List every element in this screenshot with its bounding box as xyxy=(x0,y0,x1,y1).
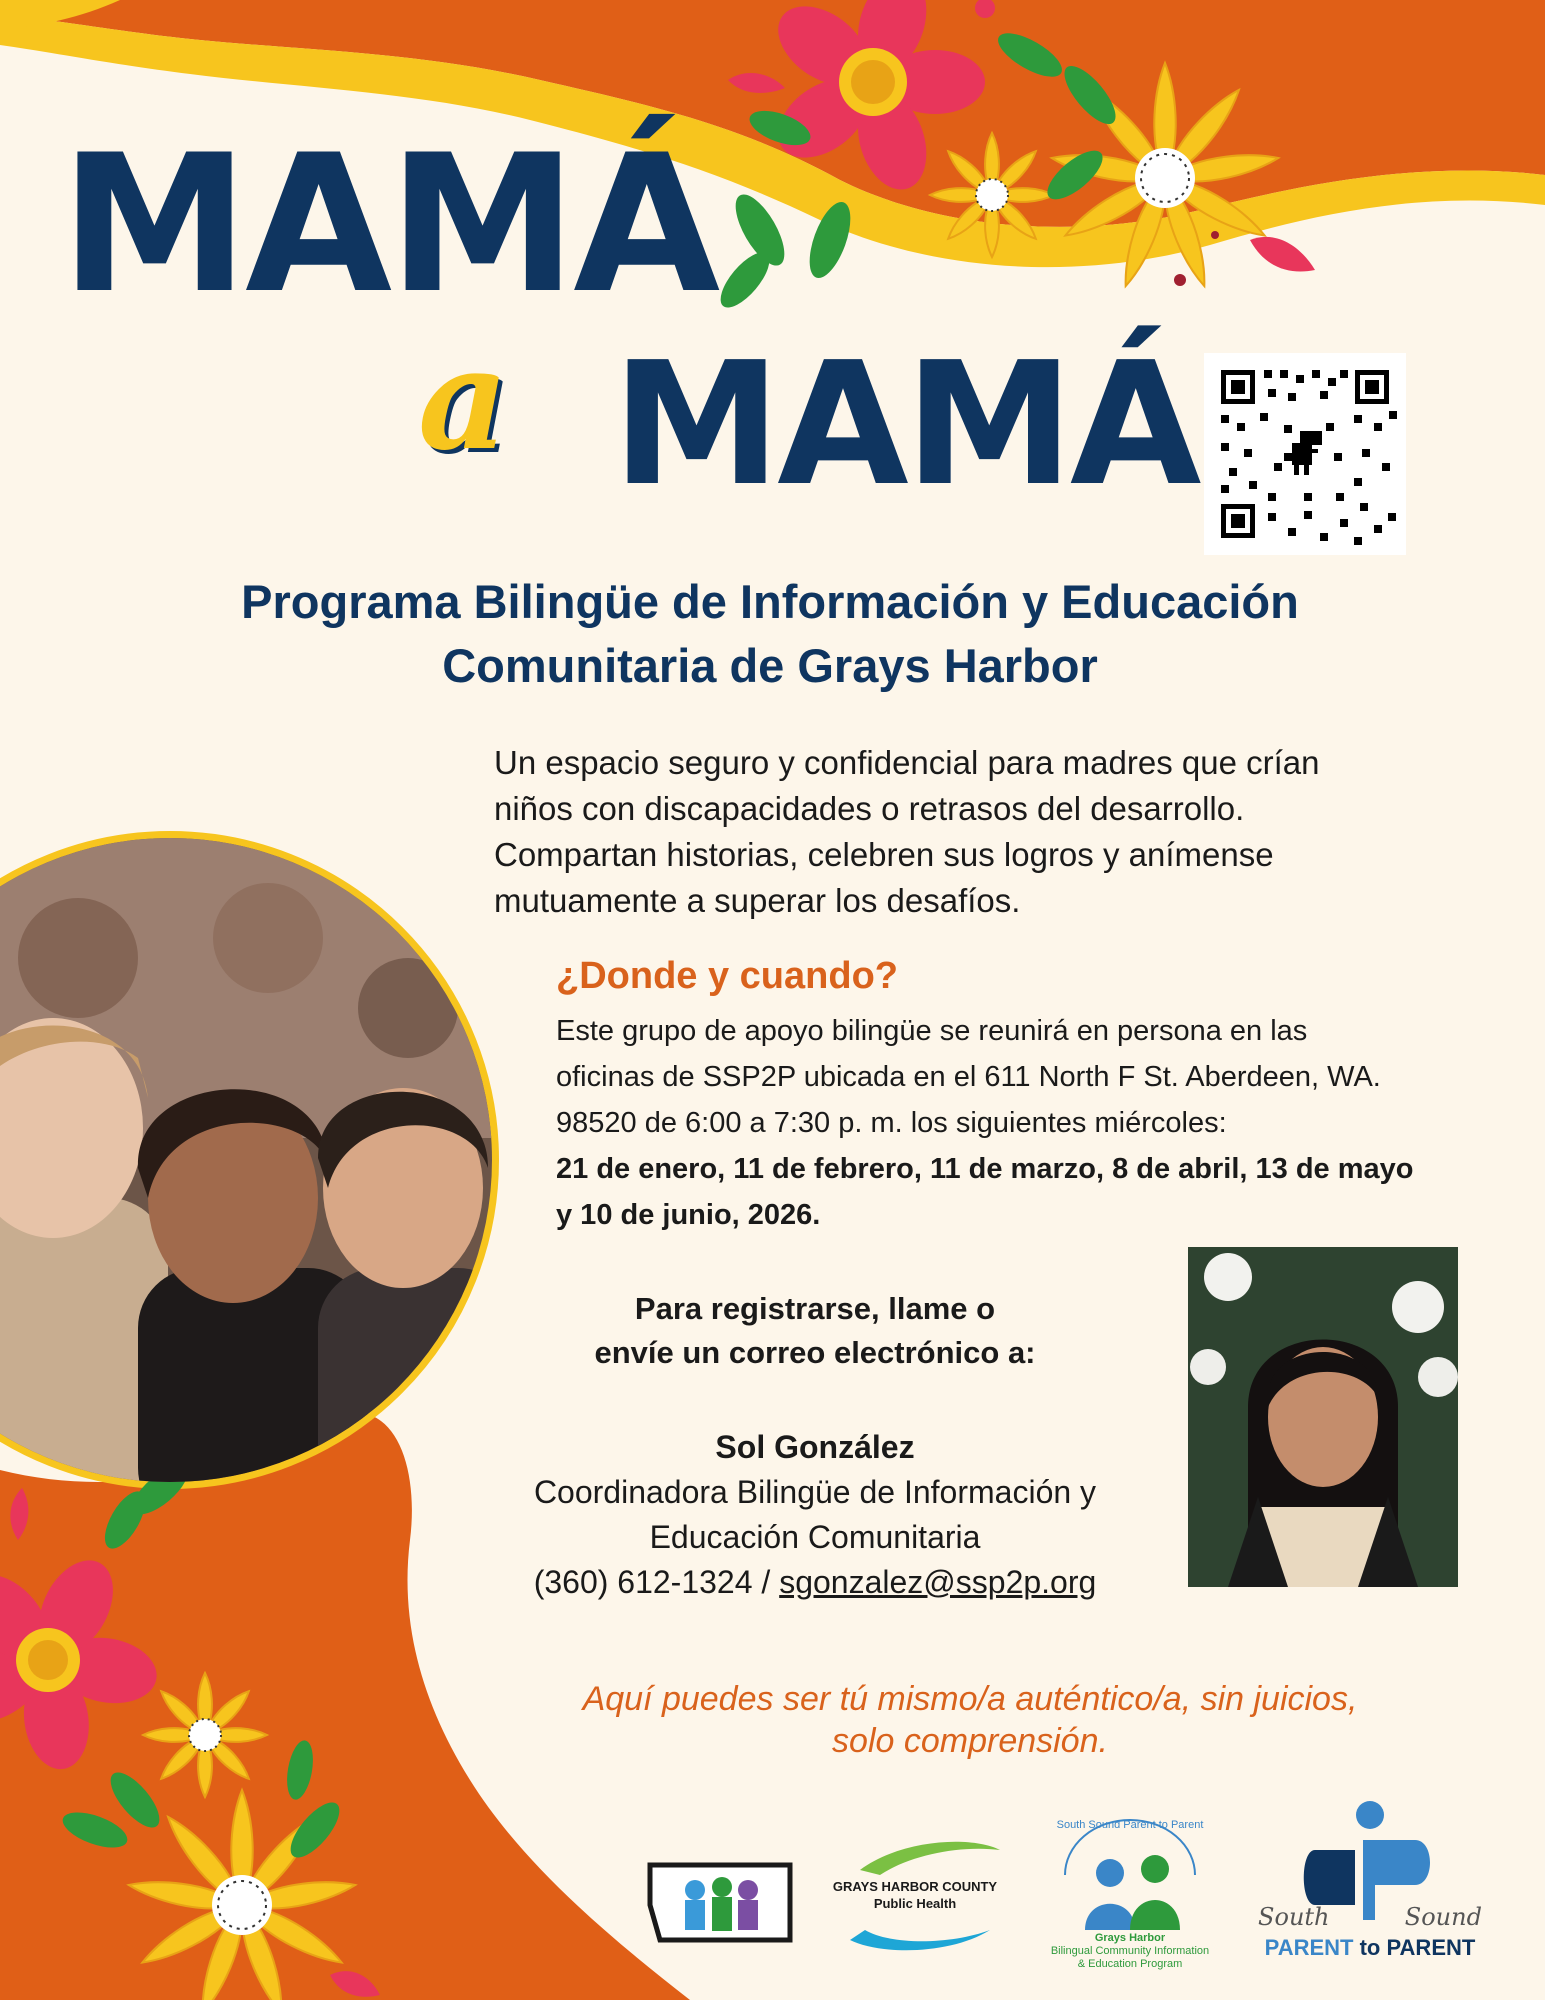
intro-line-3: Compartan historias, celebren sus logros y anímense xyxy=(494,836,1274,873)
ssp2p-circle-line-1: Grays Harbor xyxy=(1094,1932,1166,1944)
register-line-1: Para registrarse, llame o xyxy=(634,1291,996,1326)
p2p-to: to xyxy=(1359,1935,1381,1960)
contact-block xyxy=(470,1425,1160,1605)
intro-line-1: Un espacio seguro y confidencial para madres que crían xyxy=(494,744,1320,781)
program-subtitle xyxy=(140,570,1400,698)
qr-code-icon[interactable] xyxy=(1204,353,1406,555)
intro-paragraph xyxy=(494,740,1454,924)
flower-yellow-small-top xyxy=(930,133,1054,257)
p2p-parent-1: PARENT xyxy=(1264,1935,1354,1960)
contact-role-line-1: Coordinadora Bilingüe de Información y xyxy=(533,1474,1097,1510)
washington-families-logo xyxy=(640,1845,800,1955)
where-line-1: Este grupo de apoyo bilingüe se reunirá en persona en las xyxy=(556,1015,1308,1047)
portrait-illustration xyxy=(1188,1247,1458,1587)
intro-line-4: mutuamente a superar los desafíos. xyxy=(494,882,1021,919)
dates-line-1: 21 de enero, 11 de febrero, 11 de marzo, 8 de abril, 13 de mayo xyxy=(556,1153,1414,1185)
where-when-heading: ¿Donde y cuando? xyxy=(556,955,898,997)
ssp2p-circle-line-2: Bilingual Community Information xyxy=(1050,1945,1210,1957)
contact-name: Sol González xyxy=(715,1429,915,1465)
ssp2p-grays-harbor-logo xyxy=(1040,1815,1220,1975)
coordinator-portrait xyxy=(1188,1247,1458,1587)
grays-harbor-public-health: Public Health xyxy=(873,1896,957,1911)
flower-yellow-bottom-small xyxy=(143,1673,267,1797)
grays-harbor-county-logo xyxy=(820,1830,1010,1960)
ssp2p-circle-line-3: & Education Program xyxy=(1077,1958,1183,1970)
contact-email-link[interactable]: sgonzalez@ssp2p.org xyxy=(779,1564,1097,1600)
p2p-south: South xyxy=(1258,1903,1330,1931)
tagline xyxy=(470,1678,1470,1762)
contact-role-line-2: Educación Comunitaria xyxy=(649,1519,981,1555)
p2p-sound: Sound xyxy=(1404,1903,1482,1931)
dates-line-2: y 10 de junio, 2026. xyxy=(556,1199,821,1231)
subtitle-line-2: Comunitaria de Grays Harbor xyxy=(442,639,1098,692)
p2p-parent-2: PARENT xyxy=(1386,1935,1476,1960)
where-line-2: oficinas de SSP2P ubicada en el 611 North F St. Aberdeen, WA. xyxy=(556,1061,1381,1093)
where-line-3: 98520 de 6:00 a 7:30 p. m. los siguientes miércoles: xyxy=(556,1107,1227,1139)
register-line-2: envíe un correo electrónico a: xyxy=(594,1335,1036,1370)
title-connector: a xyxy=(418,318,509,482)
where-when-details xyxy=(556,1008,1471,1238)
grays-harbor-county-name: GRAYS HARBOR COUNTY xyxy=(832,1879,998,1894)
intro-line-2: niños con discapacidades o retrasos del desarrollo. xyxy=(494,790,1245,827)
qr-code-graphic xyxy=(1204,353,1406,555)
dinosaur-icon xyxy=(1284,431,1322,475)
register-instructions xyxy=(470,1287,1160,1375)
ssp2p-circle-arc-text: South Sound Parent to Parent xyxy=(1056,1819,1204,1831)
south-sound-parent-to-parent-logo xyxy=(1255,1795,1485,1975)
title-line-2: MAMÁ xyxy=(612,326,1198,524)
contact-phone[interactable]: (360) 612-1324 / xyxy=(533,1564,771,1600)
washington-families-graphic xyxy=(640,1845,800,1955)
tagline-line-2: solo comprensión. xyxy=(832,1722,1108,1760)
tagline-line-1: Aquí puedes ser tú mismo/a auténtico/a, sin juicios, xyxy=(582,1680,1358,1718)
title-line-1: MAMÁ xyxy=(60,114,717,335)
subtitle-line-1: Programa Bilingüe de Información y Educación xyxy=(241,575,1299,628)
